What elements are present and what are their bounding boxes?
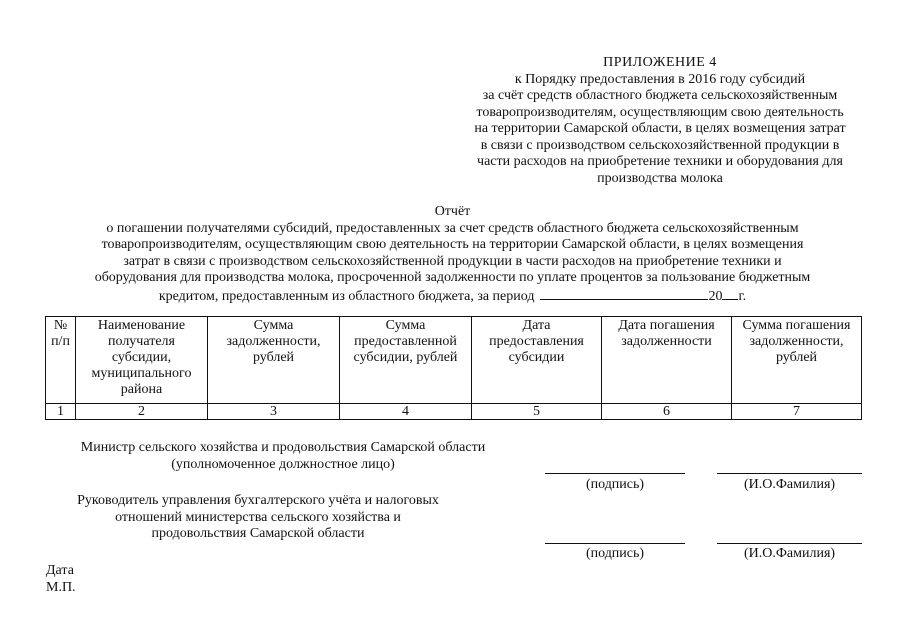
accounting-head-line: отношений министерства сельского хозяйства и <box>115 509 401 525</box>
header-subsidy-amount: Сумма предоставленной субсидии, рублей <box>340 317 472 404</box>
header-repayment-amount: Сумма погашения задолженности, рублей <box>732 317 862 404</box>
head-signature-line[interactable] <box>545 543 685 544</box>
column-number-cell: 3 <box>208 404 340 420</box>
report-heading <box>20 204 885 305</box>
column-number-cell: 5 <box>472 404 602 420</box>
appendix-title: ПРИЛОЖЕНИЕ 4 <box>603 55 717 70</box>
appendix-line: части расходов на приобретение техники и оборудования для <box>477 154 843 169</box>
minister-signature-line[interactable] <box>545 473 685 474</box>
header-subsidy-date: Дата предоставления субсидии <box>472 317 602 404</box>
minister-block <box>48 440 518 473</box>
table-header-row <box>46 317 862 404</box>
header-debt-amount: Сумма задолженности, рублей <box>208 317 340 404</box>
head-signature-caption: (подпись) <box>585 546 645 561</box>
appendix-line: за счёт средств областного бюджета сельскохозяйственным <box>482 88 838 103</box>
appendix-header <box>420 55 900 187</box>
year-suffix: г. <box>738 288 747 304</box>
accounting-head-line: Руководитель управления бухгалтерского учёта и налоговых <box>77 493 439 508</box>
report-table <box>45 316 862 420</box>
head-name-caption: (И.О.Фамилия) <box>743 546 836 561</box>
accounting-head-block <box>48 493 468 543</box>
column-number-cell: 2 <box>76 404 208 420</box>
minister-name-line[interactable] <box>717 473 862 474</box>
appendix-line: на территории Самарской области, в целях возмещения затрат <box>474 121 846 136</box>
period-blank[interactable] <box>540 287 708 300</box>
minister-name-caption: (И.О.Фамилия) <box>743 477 836 492</box>
report-title: Отчёт <box>434 204 471 219</box>
appendix-line: к Порядку предоставления в 2016 году субсидий <box>514 71 806 87</box>
report-period-text: кредитом, предоставленным из областного бюджета, за период <box>158 288 535 304</box>
accounting-head-line: продовольствия Самарской области <box>151 526 365 541</box>
report-period-line <box>20 287 885 306</box>
head-name-line[interactable] <box>717 543 862 544</box>
header-recipient: Наименование получателя субсидии, муниципального района <box>76 317 208 404</box>
minister-subtitle: (уполномоченное должностное лицо) <box>171 456 395 472</box>
column-number-cell: 6 <box>602 404 732 420</box>
table-row <box>46 404 862 420</box>
column-number-cell: 1 <box>46 404 76 420</box>
appendix-line: в связи с производством сельскохозяйственной продукции в <box>480 137 840 153</box>
report-line: товаропроизводителям, осуществляющим свою деятельность на территории Самарской области, в целях возмещения <box>101 237 804 252</box>
minister-signature-caption: (подпись) <box>585 477 645 492</box>
report-line: о погашении получателями субсидий, предоставленных за счет средств областного бюджета сельскохозяйственным <box>106 220 799 236</box>
header-repayment-date: Дата погашения задолженности <box>602 317 732 404</box>
appendix-line: товаропроизводителям, осуществляющим свою деятельность <box>476 104 844 120</box>
column-number-cell: 4 <box>340 404 472 420</box>
report-line: затрат в связи с производством сельскохозяйственной продукции в части расходов на приобретение техники и <box>123 253 782 269</box>
column-number-cell: 7 <box>732 404 862 420</box>
year-prefix: 20 <box>708 288 723 304</box>
year-blank[interactable] <box>722 287 738 300</box>
header-number: № п/п <box>46 317 76 404</box>
appendix-line: производства молока <box>597 170 723 186</box>
stamp-label: М.П. <box>46 580 76 595</box>
date-label: Дата <box>46 563 74 578</box>
minister-title: Министр сельского хозяйства и продовольствия Самарской области <box>80 440 486 455</box>
report-line: оборудования для производства молока, просроченной задолженности по уплате процентов за пользование бюджетным <box>94 270 811 285</box>
